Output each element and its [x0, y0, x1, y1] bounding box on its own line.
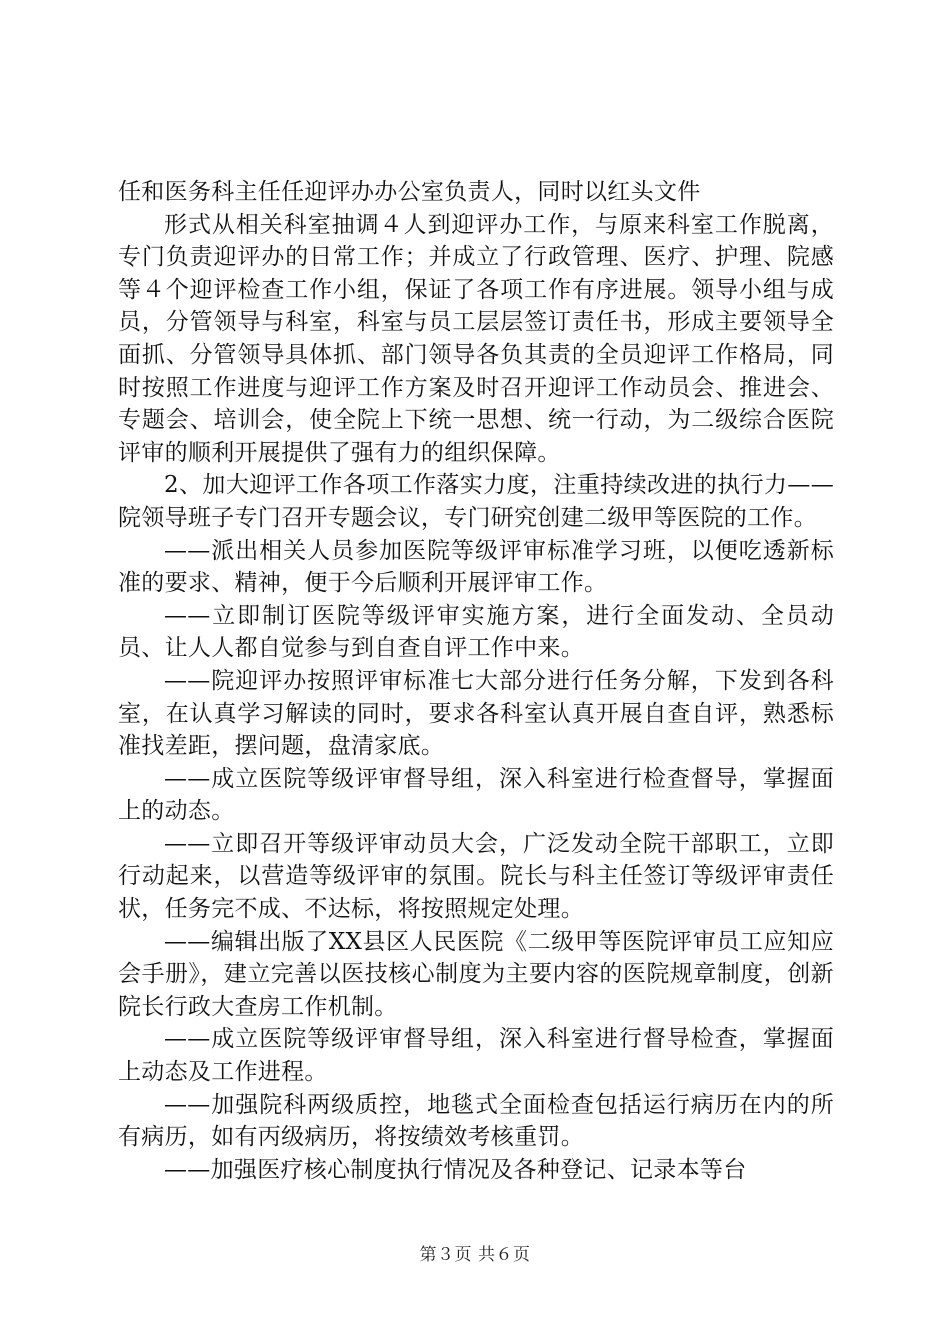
paragraph-11: ——加强院科两级质控，地毯式全面检查包括运行病历在内的所有病历，如有丙级病历，将按绩效考核重罚。 [118, 1091, 834, 1151]
paragraph-8: ——立即召开等级评审动员大会，广泛发动全院干部职工，立即行动起来，以营造等级评审的氛围。院长与科主任签订等级评审责任状，任务完不成、不达标，将按照规定处理。 [118, 830, 834, 923]
paragraph-10: ——成立医院等级评审督导组，深入科室进行督导检查，掌握面上动态及工作进程。 [118, 1026, 834, 1086]
paragraph-4: ——派出相关人员参加医院等级评审标准学习班，以便吃透新标准的要求、精神，便于今后顺利开展评审工作。 [118, 537, 834, 597]
paragraph-9: ——编辑出版了XX县区人民医院《二级甲等医院评审员工应知应会手册》，建立完善以医技核心制度为主要内容的医院规章制度，创新院长行政大查房工作机制。 [118, 928, 834, 1020]
paragraph-7: ——成立医院等级评审督导组，深入科室进行检查督导，掌握面上的动态。 [118, 765, 834, 825]
paragraph-3: 2、加大迎评工作各项工作落实力度，注重持续改进的执行力——院领导班子专门召开专题会议，专门研究创建二级甲等医院的工作。 [118, 472, 834, 531]
paragraph-5: ——立即制订医院等级评审实施方案，进行全面发动、全员动员、让人人都自觉参与到自查自评工作中来。 [118, 602, 834, 662]
paragraph-6: ——院迎评办按照评审标准七大部分进行任务分解，下发到各科室，在认真学习解读的同时，要求各科室认真开展自查自评，熟悉标准找差距，摆问题，盘清家底。 [118, 667, 834, 760]
page-number-footer: 第３页 共６页 [419, 1245, 531, 1265]
paragraph-2: 形式从相关科室抽调４人到迎评办工作，与原来科室工作脱离，专门负责迎评办的日常工作；并成立了行政管理、医疗、护理、院感等４个迎评检查工作小组，保证了各项工作有序进展。领导小组与成员，分管领导与科室，科室与员工层层签订责任书，形成主要领导全面抓、分管领导具体抓、部门领导各负其责的全员迎评工作格局，同时按照工作进度与迎评工作方案及时召开迎评工作动员会、推进会、专题会、培训会，使全院上下统一思想、统一行动，为二级综合医院评审的顺利开展提供了强有力的组织保障。 [118, 211, 834, 466]
paragraph-12: ——加强医疗核心制度执行情况及各种登记、记录本等台 [164, 1156, 747, 1183]
paragraph-1: 任和医务科主任任迎评办办公室负责人，同时以红头文件 [118, 179, 701, 205]
document-body [118, 176, 834, 1186]
